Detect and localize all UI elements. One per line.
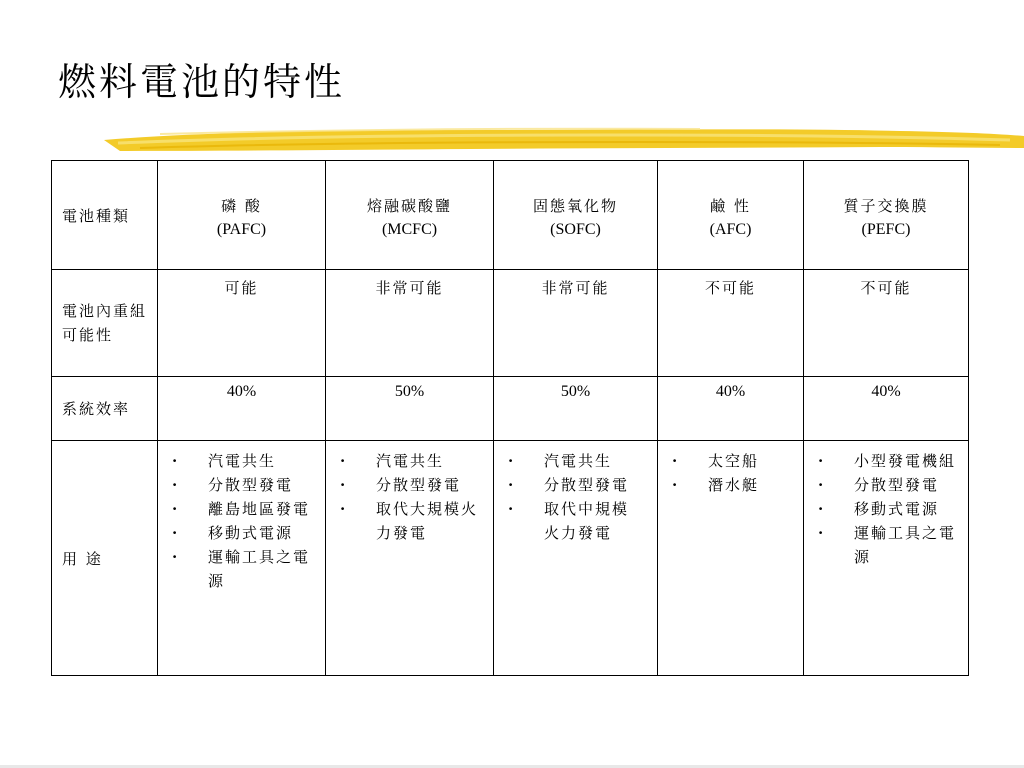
list-item: · 取代中規模火力發電 — [508, 497, 645, 545]
table-cell — [804, 441, 969, 676]
table-cell: 可能 — [158, 270, 326, 377]
corner-header: 電池種類 — [52, 161, 158, 270]
uses-list — [326, 441, 493, 545]
list-item: · 潛水艇 — [672, 473, 791, 497]
row-header-efficiency: 系統效率 — [52, 377, 158, 441]
list-item: · 運輸工具之電源 — [818, 521, 956, 569]
list-item: · 小型發電機組 — [818, 449, 956, 473]
row-header-uses: 用 途 — [52, 441, 158, 676]
column-name: 鹼 性 — [710, 197, 751, 215]
list-item: · 離島地區發電 — [172, 497, 313, 521]
column-header-mcfc — [326, 161, 494, 270]
list-item: · 取代大規模火力發電 — [340, 497, 481, 545]
uses-list — [494, 441, 657, 545]
slide-title: 燃料電池的特性 — [58, 60, 346, 104]
column-name: 固態氧化物 — [532, 197, 618, 215]
column-name: 磷 酸 — [221, 197, 262, 215]
column-header-sofc — [494, 161, 658, 270]
list-item: · 汽電共生 — [508, 449, 645, 473]
reform-row — [52, 270, 969, 377]
row-header-reform: 電池內重組可能性 — [52, 270, 158, 377]
list-item: · 太空船 — [672, 449, 791, 473]
uses-list — [804, 441, 968, 569]
table-cell: 40% — [804, 377, 969, 441]
list-item: · 分散型發電 — [172, 473, 313, 497]
list-item: · 移動式電源 — [172, 521, 313, 545]
table-cell: 非常可能 — [494, 270, 658, 377]
column-header-pefc — [804, 161, 969, 270]
table-cell: 不可能 — [804, 270, 969, 377]
table-cell: 40% — [658, 377, 804, 441]
column-abbr: (SOFC) — [550, 221, 601, 238]
table-cell: 50% — [494, 377, 658, 441]
column-name: 熔融碳酸鹽 — [366, 197, 452, 215]
table-cell: 40% — [158, 377, 326, 441]
uses-row — [52, 441, 969, 676]
uses-list — [658, 441, 803, 497]
table-cell — [326, 441, 494, 676]
list-item: · 汽電共生 — [340, 449, 481, 473]
column-abbr: (PEFC) — [861, 221, 911, 238]
list-item: · 移動式電源 — [818, 497, 956, 521]
list-item: · 分散型發電 — [340, 473, 481, 497]
column-header-pafc — [158, 161, 326, 270]
table-cell: 不可能 — [658, 270, 804, 377]
list-item: · 汽電共生 — [172, 449, 313, 473]
column-abbr: (PAFC) — [216, 221, 267, 238]
header-row — [52, 161, 969, 270]
table-cell — [494, 441, 658, 676]
table-cell: 50% — [326, 377, 494, 441]
table-cell: 非常可能 — [326, 270, 494, 377]
column-header-afc — [658, 161, 804, 270]
list-item: · 分散型發電 — [818, 473, 956, 497]
uses-list — [158, 441, 325, 593]
column-abbr: (AFC) — [709, 221, 752, 238]
column-name: 質子交換膜 — [843, 197, 929, 215]
column-abbr: (MCFC) — [381, 221, 438, 238]
list-item: · 運輸工具之電源 — [172, 545, 313, 593]
efficiency-row — [52, 377, 969, 441]
list-item: · 分散型發電 — [508, 473, 645, 497]
table-cell — [658, 441, 804, 676]
fuel-cell-table — [51, 160, 969, 676]
table-cell — [158, 441, 326, 676]
